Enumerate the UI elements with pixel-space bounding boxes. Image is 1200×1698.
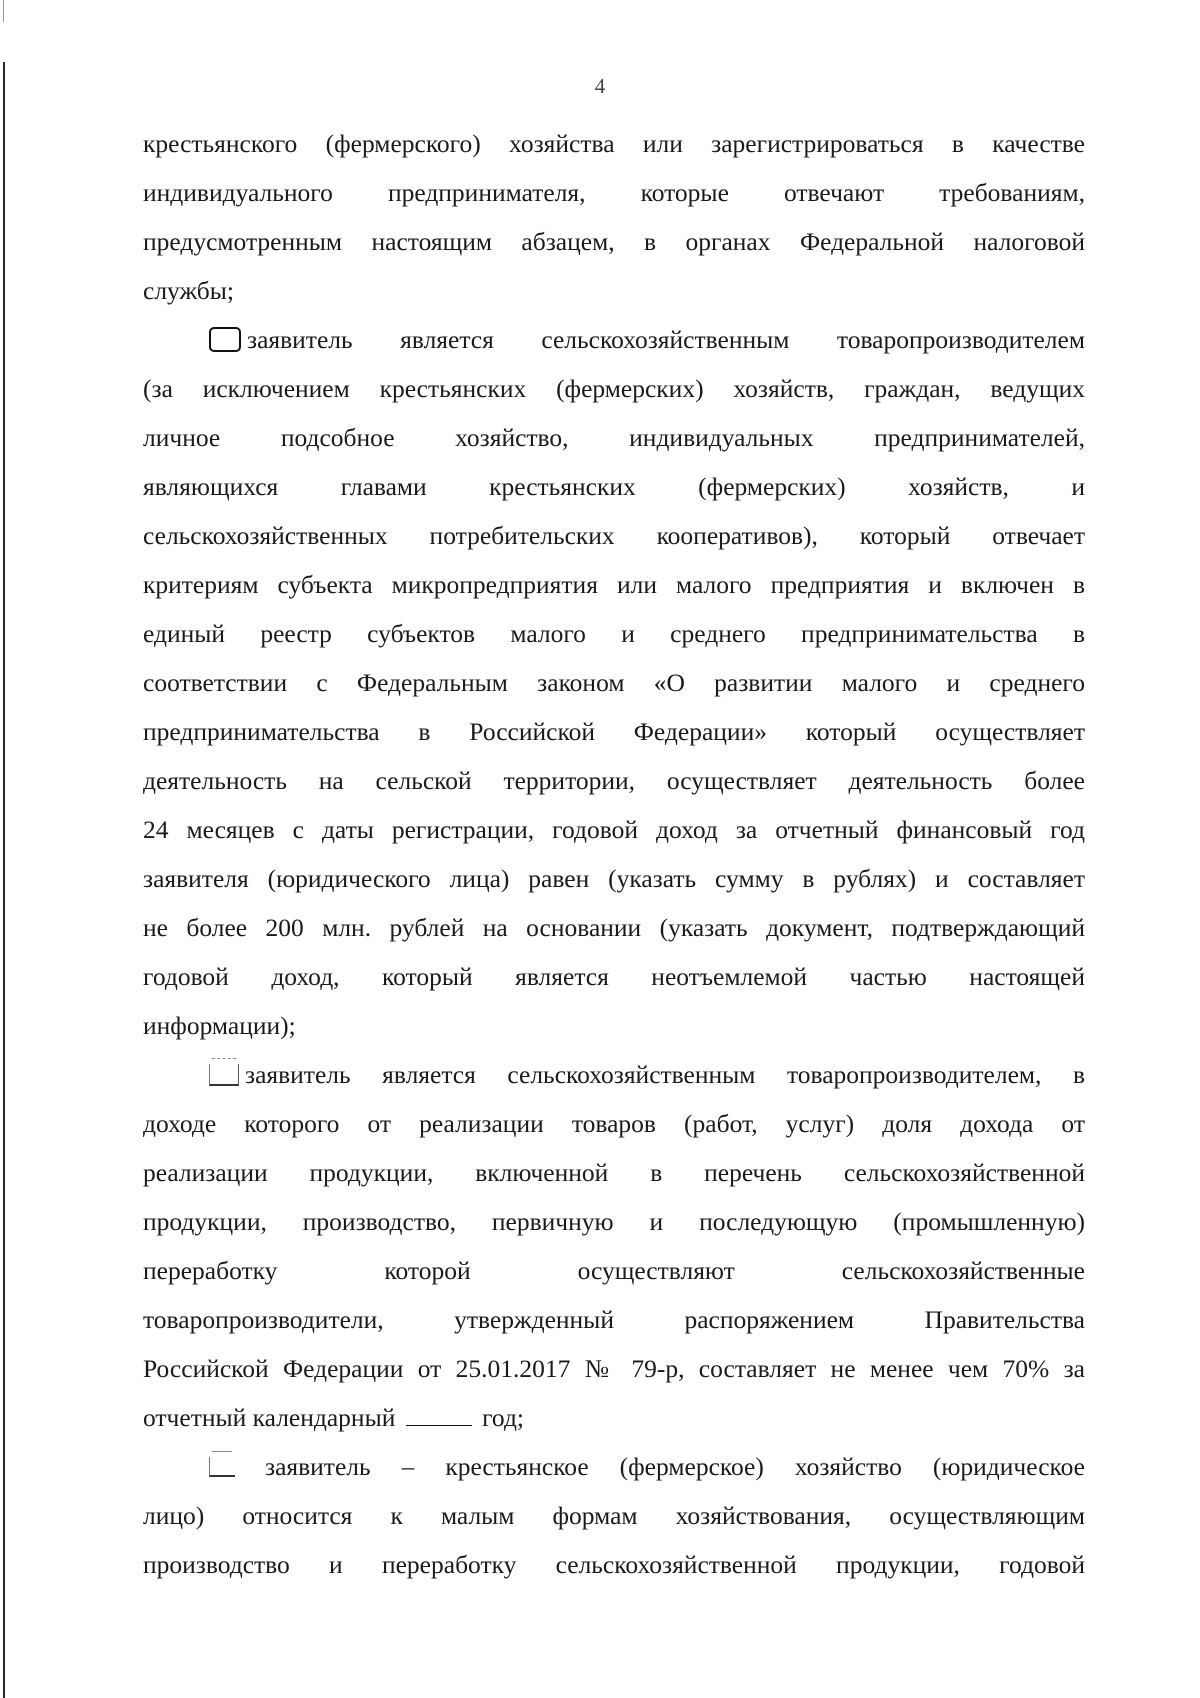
text-line: лицо) относится к малым формам хозяйствования, осуществляющим	[143, 1501, 1085, 1530]
text-line: предпринимательства в Российской Федерации» который осуществляет	[143, 717, 1085, 746]
text-line: критериям субъекта микропредприятия или малого предприятия и включен в	[143, 570, 1085, 599]
text-line: Российской Федерации от 25.01.2017 № 79-р, составляет не менее чем 70% за	[143, 1354, 1085, 1383]
text-line: службы;	[143, 276, 234, 305]
text-line: соответствии с Федеральным законом «О развитии малого и среднего	[143, 668, 1085, 697]
option-2-checkbox[interactable]	[209, 1064, 239, 1086]
text-line: товаропроизводители, утвержденный распоряжением Правительства	[143, 1305, 1085, 1334]
text-fragment: год;	[482, 1403, 525, 1432]
text-line: доходе которого от реализации товаров (работ, услуг) доля дохода от	[143, 1109, 1085, 1138]
text-line: переработку которой осуществляют сельскохозяйственные	[143, 1256, 1085, 1285]
text-line: (за исключением крестьянских (фермерских) хозяйств, граждан, ведущих	[143, 374, 1085, 403]
year-blank-field[interactable]	[406, 1403, 472, 1426]
option-3	[143, 1442, 1085, 1491]
page-number: 4	[594, 74, 606, 98]
text-line: единый реестр субъектов малого и среднего предпринимательства в	[143, 619, 1085, 648]
text-line: деятельность на сельской территории, осуществляет деятельность более	[143, 766, 1085, 795]
text-line: заявителя (юридического лица) равен (указать сумму в рублях) и составляет	[143, 864, 1085, 893]
option-3-text: заявитель – крестьянское (фермерское) хозяйство (юридическое	[265, 1452, 1085, 1481]
text-fragment: отчетный календарный	[143, 1403, 396, 1432]
text-line: личное подсобное хозяйство, индивидуальных предпринимателей,	[143, 423, 1085, 452]
scan-edge-line	[3, 62, 5, 1698]
scan-edge-mark	[3, 0, 4, 22]
option-1	[143, 315, 1085, 364]
text-line: реализации продукции, включенной в перечень сельскохозяйственной	[143, 1158, 1085, 1187]
option-1-text: заявитель является сельскохозяйственным товаропроизводителем	[247, 325, 1085, 354]
text-line: являющихся главами крестьянских (фермерских) хозяйств, и	[143, 472, 1085, 501]
option-2	[143, 1050, 1085, 1099]
text-line: продукции, производство, первичную и последующую (промышленную)	[143, 1207, 1085, 1236]
text-line: предусмотренным настоящим абзацем, в органах Федеральной налоговой	[143, 227, 1085, 256]
text-line: годовой доход, который является неотъемлемой частью настоящей	[143, 962, 1085, 991]
text-line: 24 месяцев с даты регистрации, годовой доход за отчетный финансовый год	[143, 815, 1085, 844]
text-line: производство и переработку сельскохозяйственной продукции, годовой	[143, 1550, 1085, 1579]
document-body	[143, 119, 1085, 1589]
option-2-text: заявитель является сельскохозяйственным товаропроизводителем, в	[245, 1060, 1085, 1089]
text-line: сельскохозяйственных потребительских кооперативов), который отвечает	[143, 521, 1085, 550]
text-line: крестьянского (фермерского) хозяйства или зарегистрироваться в качестве	[143, 129, 1085, 158]
option-3-checkbox[interactable]	[209, 1457, 235, 1477]
option-1-checkbox[interactable]	[209, 327, 241, 352]
text-line	[143, 1393, 1085, 1442]
text-line: индивидуального предпринимателя, которые отвечают требованиям,	[143, 178, 1085, 207]
text-line: информации);	[143, 1011, 296, 1040]
text-line: не более 200 млн. рублей на основании (указать документ, подтверждающий	[143, 913, 1085, 942]
